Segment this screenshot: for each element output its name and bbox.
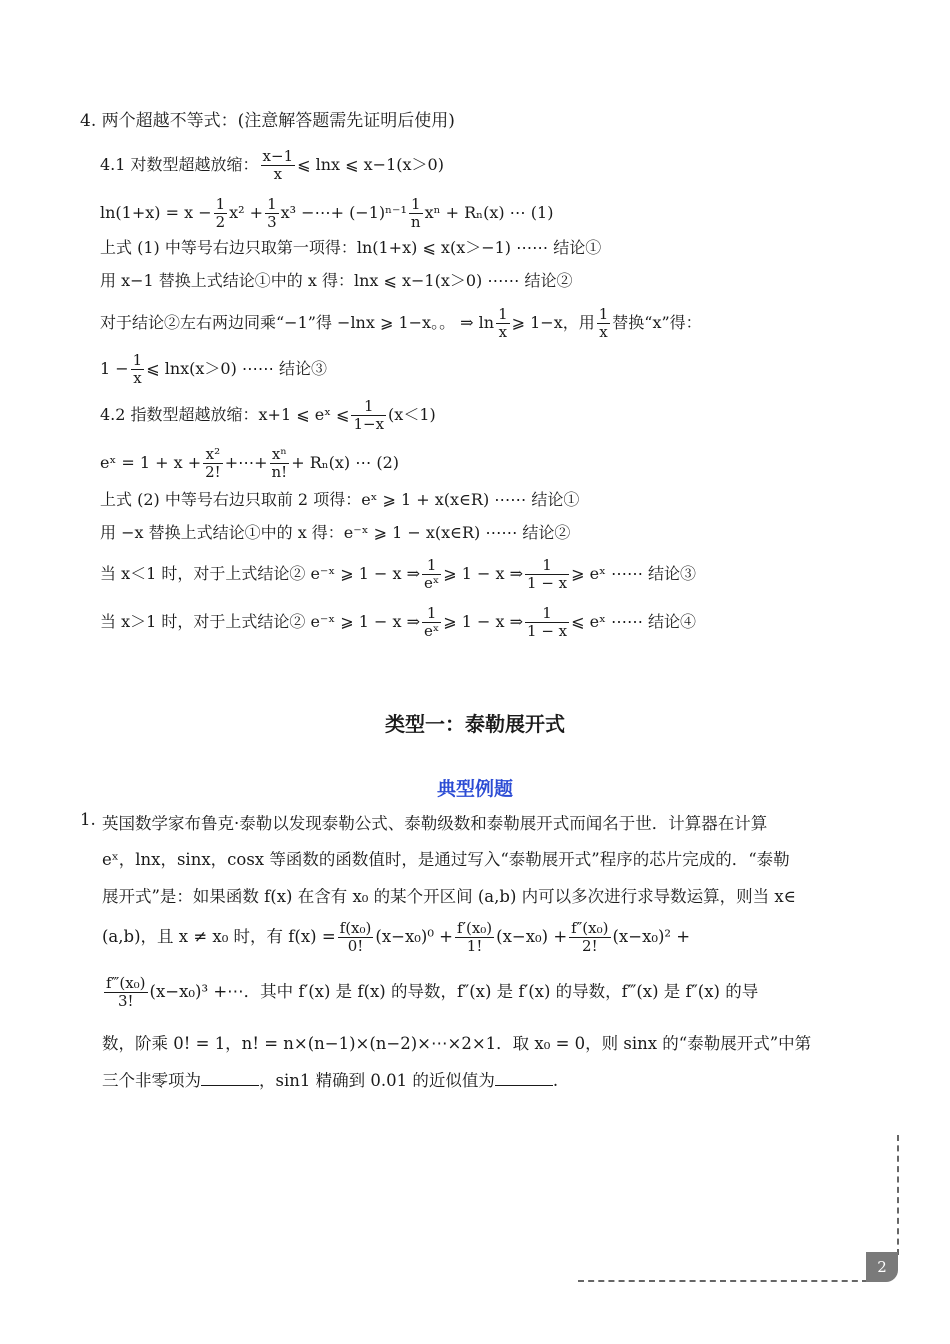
- exp-bound-formula: 4.2 指数型超越放缩：x+1 ⩽ eˣ ⩽ $\frac{1}{1-x}$ (x＜1): [100, 397, 436, 433]
- fraction: $\frac{1}{x}$: [498, 305, 508, 341]
- fraction: $\frac{1}{\text{eˣ}}$: [424, 604, 440, 640]
- fraction: $\frac{1}{n}$: [410, 195, 421, 231]
- fraction: $\frac{x-1}{x}$: [262, 147, 294, 183]
- log-conclusion-2: 用 x−1 替换上式结论①中的 x 得：lnx ⩽ x−1(x＞0) ⋯⋯ 结论②: [100, 271, 573, 290]
- negation-line: 对于结论②左右两边同乘“−1”得 −lnx ⩾ 1−x。。 ⇒ ln $\frac{1}{x}$ ⩾ 1−x，用 $\frac{1}{x}$ 替换“x”得：: [100, 305, 702, 341]
- fraction: $\frac{\text{f″(x₀)}}{2!}$: [571, 919, 609, 955]
- ln-taylor-series: ln(1+x) = x − $\frac{1}{2}$ x² + $\frac{1}{3}$ x³ −⋯+ (−1)ⁿ⁻¹ $\frac{1}{n}$ xⁿ + Rₙ(x) ⋯ (1): [100, 195, 554, 231]
- page-border-dashed: [897, 1135, 899, 1255]
- fraction: $\frac{1}{3}$: [267, 195, 277, 231]
- answer-blank[interactable]: [495, 1069, 553, 1086]
- fraction: $\frac{\text{f′(x₀)}}{1!}$: [457, 919, 493, 955]
- section-title: 类型一：泰勒展开式: [385, 712, 565, 736]
- exp-conclusion-4: 当 x＞1 时，对于上式结论② e⁻ˣ ⩾ 1 − x ⇒ $\frac{1}{\text{eˣ}}$ ⩾ 1 − x ⇒ $\frac{1}{1 - x}$ ⩽ eˣ ⋯⋯ 结论④: [100, 604, 697, 640]
- problem-line-blanks: 三个非零项为 ，sin1 精确到 0.01 的近似值为 .: [102, 1071, 559, 1090]
- section-heading-4: 4. 两个超越不等式：(注意解答题需先证明后使用): [80, 111, 455, 131]
- fraction: $\frac{1}{2}$: [215, 195, 226, 231]
- fraction: $\frac{\text{f(x₀)}}{0!}$: [339, 919, 372, 955]
- problem-line-formula: $\frac{\text{f‴(x₀)}}{3!}$ (x−x₀)³ +⋯．其中 f′(x) 是 f(x) 的导数，f″(x) 是 f′(x) 的导数，f‴(x) 是 f″(x) 的导: [106, 974, 759, 1010]
- problem-line: 展开式”是：如果函数 f(x) 在含有 x₀ 的某个开区间 (a,b) 内可以多次进行求导数运算，则当 x∈: [102, 887, 796, 906]
- log-conclusion-3: 1 − $\frac{1}{x}$ ⩽ lnx(x＞0) ⋯⋯ 结论③: [100, 351, 328, 387]
- exp-conclusion-3: 当 x＜1 时，对于上式结论② e⁻ˣ ⩾ 1 − x ⇒ $\frac{1}{\text{eˣ}}$ ⩾ 1 − x ⇒ $\frac{1}{1 - x}$ ⩾ eˣ ⋯⋯ 结论③: [100, 556, 697, 592]
- problem-line: 英国数学家布鲁克·泰勒以发现泰勒公式、泰勒级数和泰勒展开式而闻名于世．计算器在计算: [102, 814, 768, 833]
- log-conclusion-1: 上式 (1) 中等号右边只取第一项得：ln(1+x) ⩽ x(x＞−1) ⋯⋯ 结论①: [100, 238, 602, 257]
- exp-conclusion-2: 用 −x 替换上式结论①中的 x 得：e⁻ˣ ⩾ 1 − x(x∈R) ⋯⋯ 结论②: [100, 523, 571, 542]
- fraction: $\frac{\text{f‴(x₀)}}{3!}$: [106, 974, 146, 1010]
- problem-line: 数，阶乘 0! = 1，n! = n×(n−1)×(n−2)×⋯×2×1．取 x₀ = 0，则 sinx 的“泰勒展开式”中第: [102, 1034, 812, 1053]
- problem-number: 1.: [80, 810, 96, 829]
- page-border-dashed: [578, 1280, 868, 1282]
- exp-conclusion-1: 上式 (2) 中等号右边只取前 2 项得：eˣ ⩾ 1 + x(x∈R) ⋯⋯ 结论①: [100, 490, 580, 509]
- page-number: 2: [866, 1252, 898, 1282]
- example-title: 典型例题: [436, 778, 513, 800]
- problem-line-formula: (a,b)，且 x ≠ x₀ 时，有 f(x) = $\frac{\text{f(x₀)}}{0!}$ (x−x₀)⁰ + $\frac{\text{f′(x₀)}}{1!}$ (x−x₀) + $\frac{\text{f″(x₀)}}{2!}$ (x−x₀)² +: [102, 919, 691, 955]
- exp-taylor-series: eˣ = 1 + x + $\frac{\text{x²}}{2!}$ +⋯+ $\frac{\text{xⁿ}}{n!}$ + Rₙ(x) ⋯ (2): [100, 445, 400, 481]
- fraction: $\frac{1}{1-x}$: [353, 397, 385, 433]
- answer-blank[interactable]: [201, 1069, 259, 1086]
- fraction: $\frac{1}{1 - x}$: [527, 556, 568, 592]
- fraction: $\frac{1}{\text{eˣ}}$: [424, 556, 440, 592]
- log-bound-formula: 4.1 对数型超越放缩： $\frac{x-1}{x}$ ⩽ lnx ⩽ x−1(x＞0): [100, 147, 444, 183]
- problem-line: eˣ，lnx，sinx，cosx 等函数的函数值时，是通过写入“泰勒展开式”程序的芯片完成的．“泰勒: [102, 850, 790, 869]
- fraction: $\frac{1}{x}$: [132, 351, 143, 387]
- fraction: $\frac{\text{xⁿ}}{n!}$: [271, 445, 288, 481]
- fraction: $\frac{1}{1 - x}$: [527, 604, 568, 640]
- fraction: $\frac{\text{x²}}{2!}$: [205, 445, 221, 481]
- fraction: $\frac{1}{x}$: [598, 305, 609, 341]
